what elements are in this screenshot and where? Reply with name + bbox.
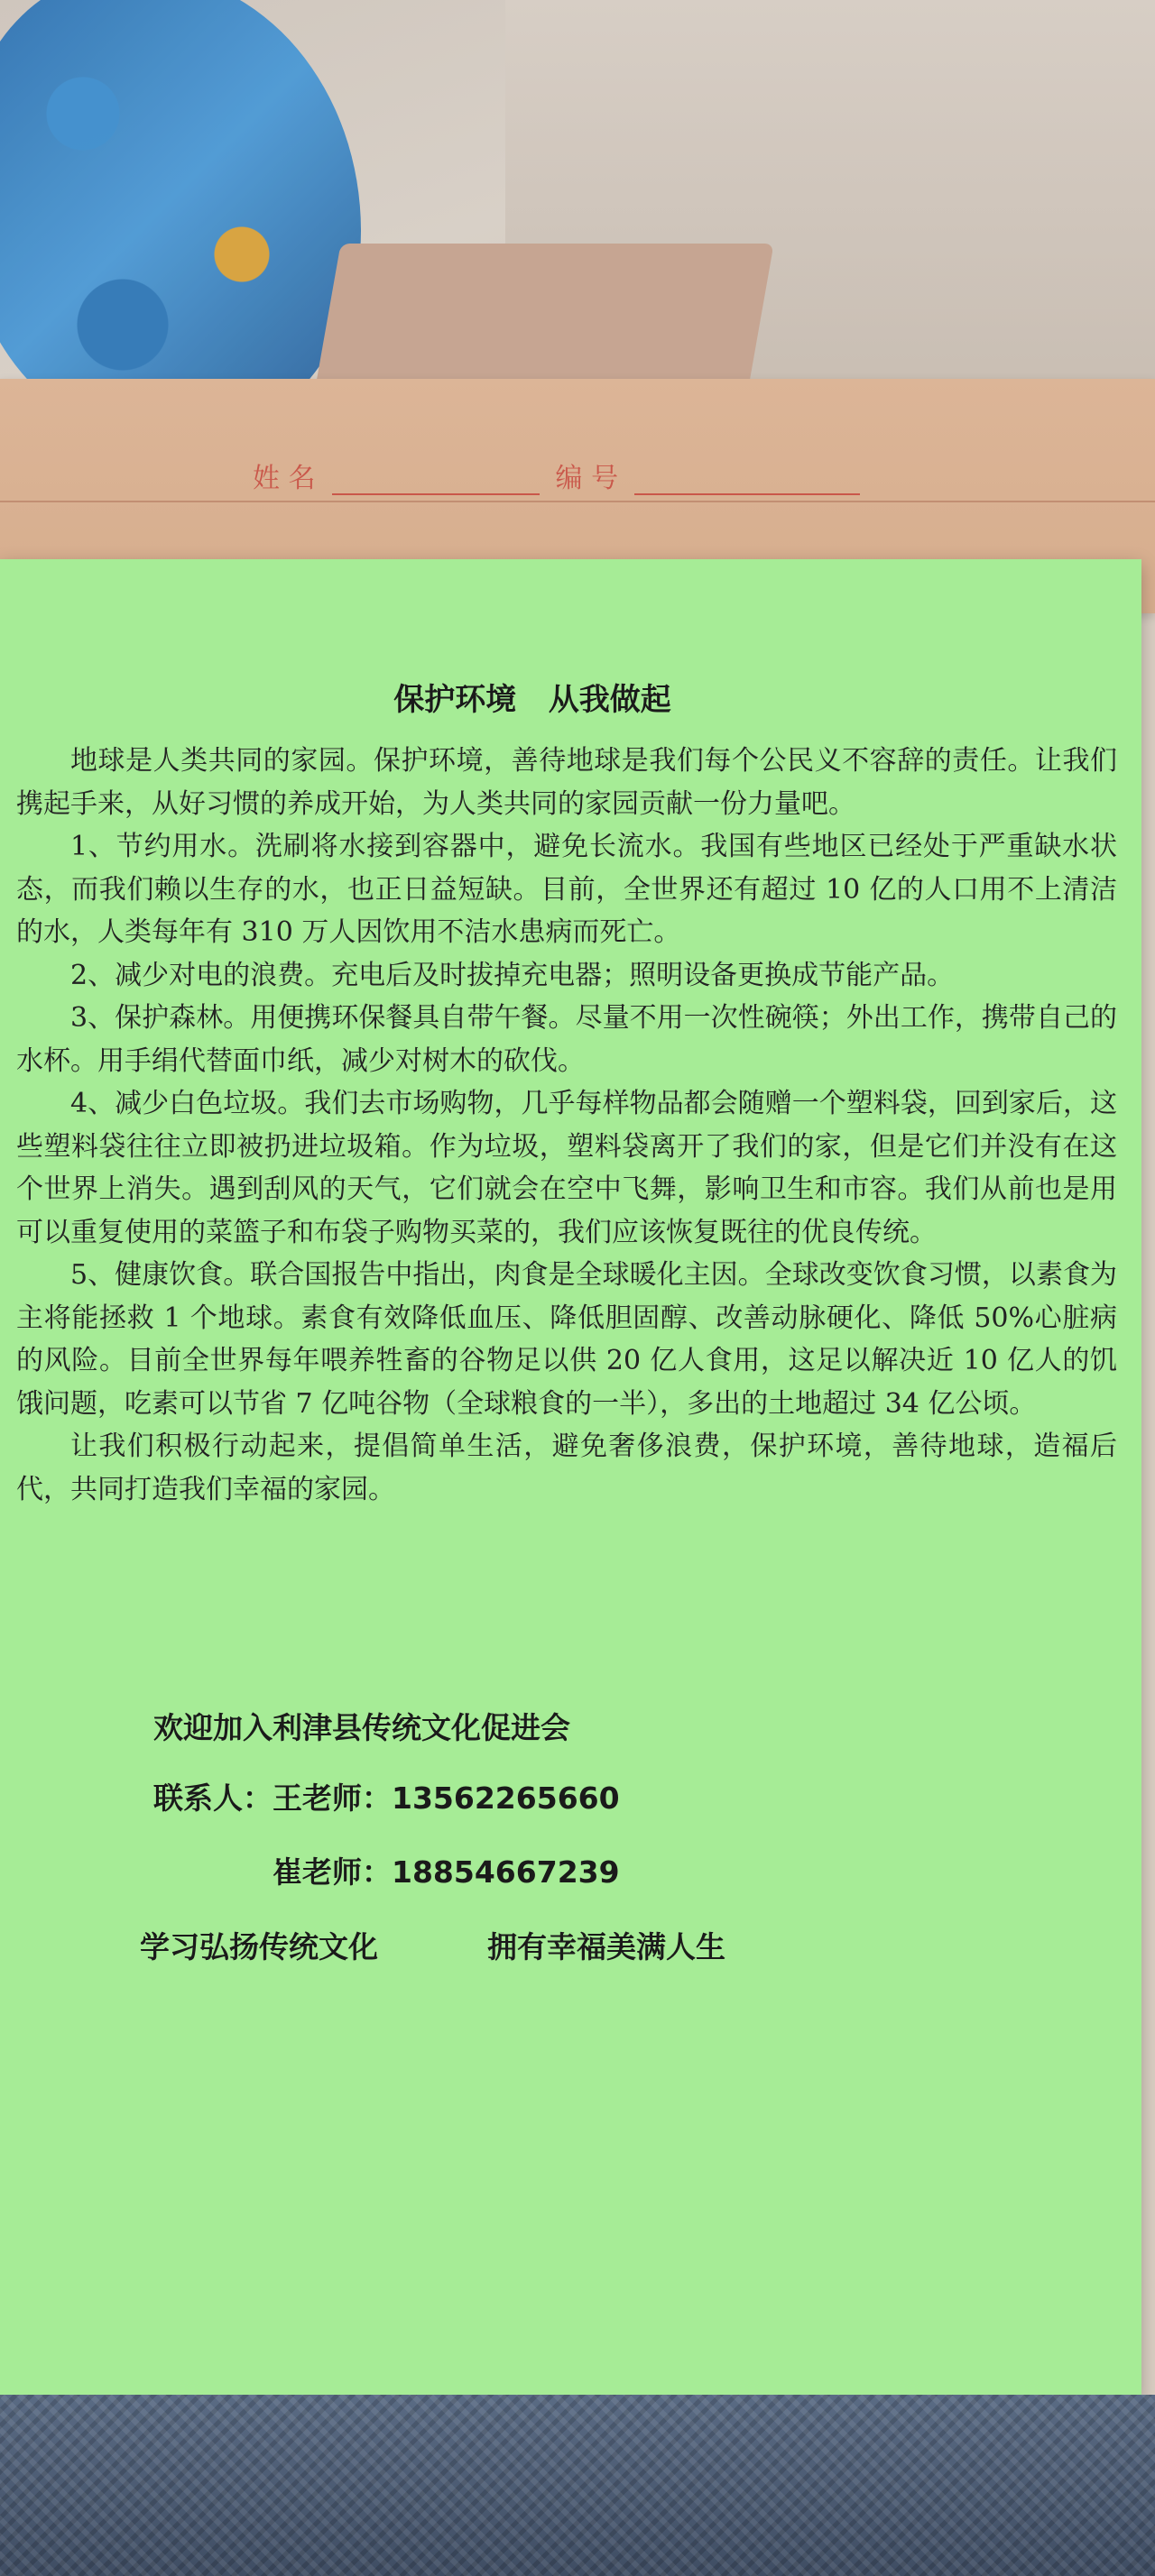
slogan-right: 拥有幸福美满人生 bbox=[487, 1929, 725, 1964]
green-flyer bbox=[0, 559, 1141, 2399]
paragraph-diet: 5、健康饮食。联合国报告中指出，肉食是全球暖化主因。全球改变饮食习惯，以素食为主将能拯救 1 个地球。素食有效降低血压、降低胆固醇、改善动脉硬化、降低 50%心脏病的风险。目前全世界每年喂养牲畜的谷物足以供 20 亿人食用，这足以解决近 10 亿人的饥饿问题，吃素可以节省 7 亿吨谷物（全球粮食的一半），多出的土地超过 34 亿公顷。 bbox=[16, 1259, 1117, 1420]
welcome-line: 欢迎加入利津县传统文化促进会 bbox=[153, 1710, 570, 1745]
paragraph-electricity: 2、减少对电的浪费。充电后及时拔掉充电器；照明设备更换成节能产品。 bbox=[70, 959, 955, 991]
envelope-name-label: 姓 名 bbox=[253, 463, 316, 494]
paragraph-plastic: 4、减少白色垃圾。我们去市场购物，几乎每样物品都会随赠一个塑料袋，回到家后，这些塑料袋往往立即被扔进垃圾箱。作为垃圾，塑料袋离开了我们的家，但是它们并没有在这个世界上消失。遇到刮风的天气，它们就会在空中飞舞，影响卫生和市容。我们从前也是用可以重复使用的菜篮子和布袋子购物买菜的，我们应该恢复既往的优良传统。 bbox=[16, 1088, 1117, 1248]
bottom-fabric bbox=[0, 2395, 1155, 2576]
contact-wang: 王老师：13562265660 bbox=[273, 1780, 620, 1816]
contact-label: 联系人： bbox=[153, 1780, 273, 1816]
envelope-name-blank bbox=[332, 470, 540, 495]
slogan-left: 学习弘扬传统文化 bbox=[140, 1929, 378, 1964]
flyer-title: 保护环境 从我做起 bbox=[393, 682, 671, 718]
paragraph-forest: 3、保护森林。用便携环保餐具自带午餐。尽量不用一次性碗筷；外出工作，携带自己的水杯。用手绢代替面巾纸，减少对树木的砍伐。 bbox=[16, 1002, 1117, 1077]
paragraph-intro: 地球是人类共同的家园。保护环境，善待地球是我们每个公民义不容辞的责任。让我们携起手来，从好习惯的养成开始，为人类共同的家园贡献一份力量吧。 bbox=[16, 745, 1117, 820]
flyer-body bbox=[16, 740, 1117, 1511]
envelope-fields bbox=[253, 455, 860, 495]
contact-line-1 bbox=[153, 1775, 620, 1817]
envelope-number-blank bbox=[634, 470, 860, 495]
envelope-number-label: 编 号 bbox=[555, 463, 619, 494]
envelope-fold-line bbox=[0, 501, 1155, 502]
paragraph-closing: 让我们积极行动起来，提倡简单生活，避免奢侈浪费，保护环境，善待地球，造福后代，共同打造我们幸福的家园。 bbox=[16, 1431, 1117, 1505]
paragraph-water: 1、节约用水。洗刷将水接到容器中，避免长流水。我国有些地区已经处于严重缺水状态，而我们赖以生存的水，也正日益短缺。目前，全世界还有超过 10 亿的人口用不上清洁的水，人类每年有 310 万人因饮用不洁水患病而死亡。 bbox=[16, 831, 1117, 948]
blue-towel bbox=[0, 0, 361, 442]
contact-cui: 崔老师：18854667239 bbox=[273, 1854, 620, 1890]
